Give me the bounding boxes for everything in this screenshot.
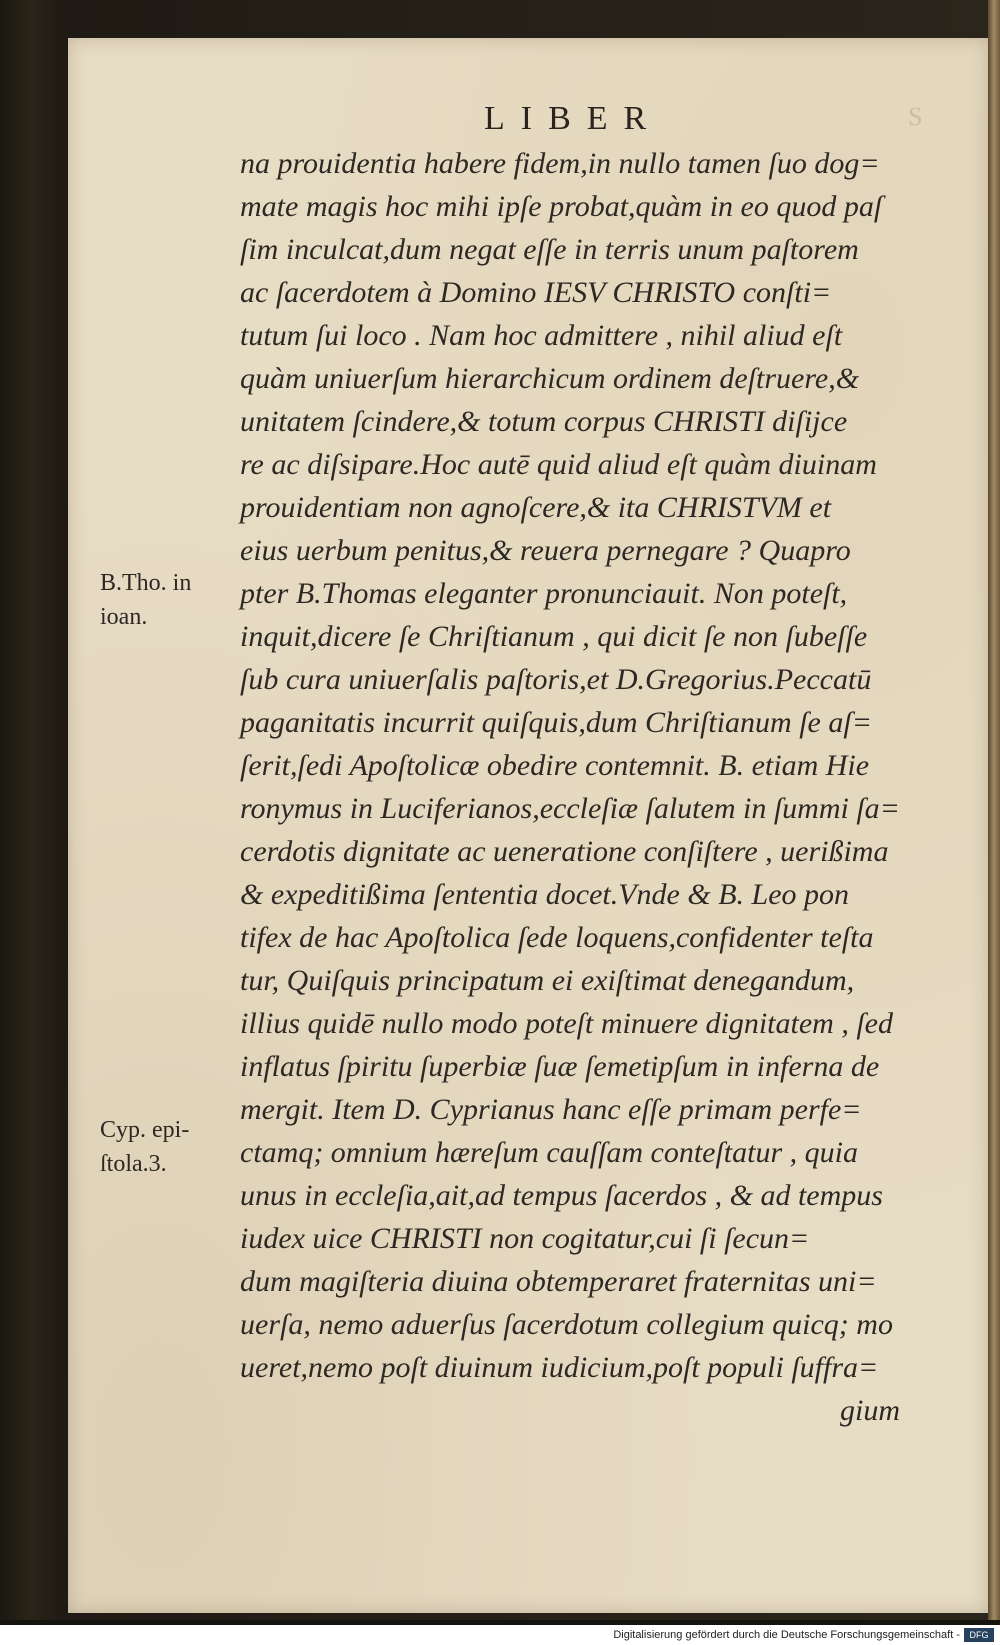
text-line: paganitatis incurrit quiſquis,dum Chriſtianum ſe aſ= <box>240 706 872 739</box>
text-line: unitatem ſcindere,& totum corpus CHRISTI diſijce <box>240 405 848 438</box>
marginal-note-thomas <box>100 566 230 634</box>
marginal-note-cyprian <box>100 1113 230 1181</box>
text-line: na prouidentia habere fidem,in nullo tamen ſuo dog= <box>240 147 880 180</box>
digitization-footer <box>0 1625 1000 1645</box>
text-line: tutum ſui loco . Nam hoc admittere , nihil aliud eſt <box>240 319 843 352</box>
dfg-logo: DFG <box>964 1628 994 1642</box>
text-line: cerdotis dignitate ac ueneratione conſiſtere , uerißima <box>240 835 889 868</box>
marginal-note-line: Cyp. epi- <box>100 1117 190 1143</box>
text-line: inquit,dicere ſe Chriſtianum , qui dicit ſe non ſubeſſe <box>240 620 868 653</box>
text-line: ueret,nemo poſt diuinum iudicium,poſt populi ſuffra= <box>240 1351 879 1384</box>
text-line: quàm uniuerſum hierarchicum ordinem deſtruere,& <box>240 362 860 395</box>
text-line: ac ſacerdotem à Domino IESV CHRISTO conſti= <box>240 276 832 309</box>
text-line: iudex uice CHRISTI non cogitatur,cui ſi ſecun= <box>240 1222 810 1255</box>
bleed-through-letter: S <box>908 102 923 131</box>
text-line: eius uerbum penitus,& reuera pernegare ? Quapro <box>240 534 851 567</box>
main-text <box>240 142 940 1432</box>
marginal-note-line: B.Tho. in <box>100 570 192 596</box>
text-line: tifex de hac Apoſtolica ſede loquens,confidenter teſta <box>240 921 874 954</box>
marginal-note-line: ſtola.3. <box>100 1151 167 1177</box>
text-line: ſerit,ſedi Apoſtolicæ obedire contemnit. B. etiam Hie <box>240 749 870 782</box>
text-line: ctamq; omnium hæreſum cauſſam conteſtatur , quia <box>240 1136 858 1169</box>
text-line: tur, Quiſquis principatum ei exiſtimat denegandum, <box>240 964 855 997</box>
text-line: ronymus in Luciferianos,eccleſiæ ſalutem in ſummi ſa= <box>240 792 900 825</box>
catchword: gium <box>840 1394 900 1427</box>
text-line: unus in eccleſia,ait,ad tempus ſacerdos , & ad tempus <box>240 1179 883 1212</box>
text-line: illius quidē nullo modo poteſt minuere dignitatem , ſed <box>240 1007 893 1040</box>
text-line: prouidentiam non agnoſcere,& ita CHRISTVM et <box>240 491 832 524</box>
text-line: ſim inculcat,dum negat eſſe in terris unum paſtorem <box>240 233 859 266</box>
text-line: ſub cura uniuerſalis paſtoris,et D.Gregorius.Peccatū <box>240 663 872 696</box>
page-edge <box>988 0 1000 1620</box>
text-line: re ac diſsipare.Hoc autē quid aliud eſt quàm diuinam <box>240 448 877 481</box>
text-line: mate magis hoc mihi ipſe probat,quàm in eo quod paſ <box>240 190 883 223</box>
text-line: & expeditißima ſententia docet.Vnde & B. Leo pon <box>240 878 850 911</box>
text-line: pter B.Thomas eleganter pronunciauit. Non poteſt, <box>240 577 848 610</box>
footer-credit: Digitalisierung gefördert durch die Deutsche Forschungsgemeinschaft - <box>613 1629 960 1641</box>
text-line: mergit. Item D. Cyprianus hanc eſſe primam perfe= <box>240 1093 862 1126</box>
marginal-note-line: ioan. <box>100 604 148 630</box>
text-line: uerſa, nemo aduerſus ſacerdotum collegium quicq; mo <box>240 1308 893 1341</box>
running-head: LIBER <box>484 100 663 137</box>
text-line: dum magiſteria diuina obtemperaret fraternitas uni= <box>240 1265 877 1298</box>
text-line: inflatus ſpiritu ſuperbiæ ſuæ ſemetipſum in inferna de <box>240 1050 880 1083</box>
